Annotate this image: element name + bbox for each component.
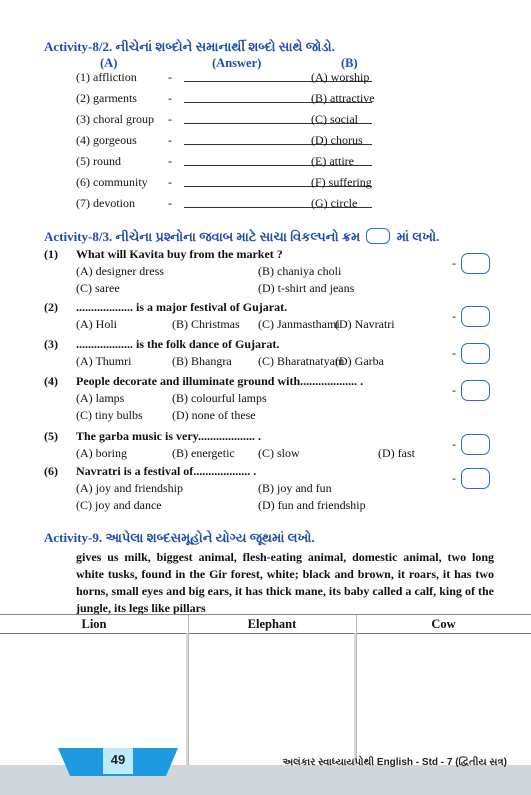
question-number: (5) bbox=[44, 429, 58, 443]
activity-8-3-title-suffix: માં લખો. bbox=[396, 229, 440, 244]
match-dash: - bbox=[168, 196, 172, 210]
activity-9-title: Activity-9. આપેલા શબ્દસમૂહોને યોગ્ય જૂથમાં લખો. bbox=[44, 530, 315, 545]
answer-option: (A) Holi bbox=[76, 317, 117, 331]
activity-8-3-title bbox=[44, 228, 439, 245]
column-b-header: (B) bbox=[341, 56, 358, 70]
match-right-item: (A) worship bbox=[311, 70, 370, 84]
match-row bbox=[76, 196, 496, 212]
lion-column-header: Lion bbox=[81, 617, 107, 631]
footer-book-title: અલંકાર સ્વાધ્યાયપોથી English - Std - 7 (દ્વિતીય સત્ર) bbox=[282, 757, 507, 768]
answer-option: (D) t-shirt and jeans bbox=[258, 281, 355, 295]
match-row bbox=[76, 175, 496, 191]
match-dash: - bbox=[168, 70, 172, 84]
question-text: Navratri is a festival of................... . bbox=[76, 464, 257, 478]
answer-box[interactable] bbox=[461, 468, 490, 489]
phrase-list: gives us milk, biggest animal, flesh-eating animal, domestic animal, two long white tusks, found in the Gir forest, white; black and brown, it roars, it has two horns, small eyes and big ears, it has thick mane, its baby called a calf, king of the jungle, its legs like pillars bbox=[76, 550, 494, 615]
answer-dash: - bbox=[452, 471, 456, 485]
activity-8-2-title: Activity-8/2. નીચેનાં શબ્દોને સમાનાર્થી શબ્દો સાથે જોડો. bbox=[44, 39, 335, 54]
question-number: (4) bbox=[44, 374, 58, 388]
match-left-item: (2) garments bbox=[76, 91, 137, 105]
match-row bbox=[76, 112, 496, 128]
answer-box-sample bbox=[366, 228, 390, 244]
answer-option: (A) Thumri bbox=[76, 354, 132, 368]
answer-option: (C) Janmasthami bbox=[258, 317, 340, 331]
match-right-item: (F) suffering bbox=[311, 175, 372, 189]
answer-option: (C) joy and dance bbox=[76, 498, 162, 512]
cow-column-header: Cow bbox=[431, 617, 456, 631]
answer-option: (D) Garba bbox=[335, 354, 384, 368]
elephant-column-header: Elephant bbox=[247, 617, 297, 631]
match-left-item: (7) devotion bbox=[76, 196, 135, 210]
answer-option: (C) saree bbox=[76, 281, 120, 295]
match-row bbox=[76, 154, 496, 170]
answer-option: (D) none of these bbox=[172, 408, 256, 422]
match-row bbox=[76, 133, 496, 149]
answer-box[interactable] bbox=[461, 253, 490, 274]
column-divider bbox=[186, 633, 188, 765]
question-number: (6) bbox=[44, 464, 58, 478]
answer-option: (A) boring bbox=[76, 446, 127, 460]
column-answer-header: (Answer) bbox=[212, 56, 262, 70]
match-right-item: (C) social bbox=[311, 112, 358, 126]
match-right-item: (E) attire bbox=[311, 154, 354, 168]
answer-dash: - bbox=[452, 383, 456, 397]
answer-box[interactable] bbox=[461, 434, 490, 455]
question-text: ................... is the folk dance of Gujarat. bbox=[76, 337, 280, 351]
answer-dash: - bbox=[452, 309, 456, 323]
question-text: What will Kavita buy from the market ? bbox=[76, 247, 283, 261]
question-text: ................... is a major festival of Gujarat. bbox=[76, 300, 288, 314]
match-left-item: (6) community bbox=[76, 175, 148, 189]
answer-option: (B) Bhangra bbox=[172, 354, 232, 368]
answer-option: (B) Christmas bbox=[172, 317, 240, 331]
question-text: People decorate and illuminate ground with................... . bbox=[76, 374, 364, 388]
match-right-item: (D) chorus bbox=[311, 133, 363, 147]
match-dash: - bbox=[168, 154, 172, 168]
match-dash: - bbox=[168, 175, 172, 189]
match-dash: - bbox=[168, 112, 172, 126]
match-right-item: (B) attractive bbox=[311, 91, 375, 105]
match-dash: - bbox=[168, 91, 172, 105]
answer-box[interactable] bbox=[461, 343, 490, 364]
question-number: (3) bbox=[44, 337, 58, 351]
answer-option: (B) chaniya choli bbox=[258, 264, 342, 278]
sorting-table bbox=[0, 614, 531, 765]
answer-option: (B) colourful lamps bbox=[172, 391, 267, 405]
match-left-item: (4) gorgeous bbox=[76, 133, 137, 147]
answer-dash: - bbox=[452, 437, 456, 451]
answer-option: (D) fun and friendship bbox=[258, 498, 366, 512]
match-row bbox=[76, 91, 496, 107]
match-left-item: (1) affliction bbox=[76, 70, 137, 84]
question-text: The garba music is very................... . bbox=[76, 429, 261, 443]
lion-column bbox=[0, 615, 189, 765]
answer-option: (C) tiny bulbs bbox=[76, 408, 143, 422]
page-number: 49 bbox=[110, 752, 126, 767]
answer-box[interactable] bbox=[461, 306, 490, 327]
answer-option: (B) joy and fun bbox=[258, 481, 332, 495]
answer-option: (D) Navratri bbox=[335, 317, 395, 331]
answer-option: (A) lamps bbox=[76, 391, 125, 405]
activity-8-3-title-text: Activity-8/3. નીચેના પ્રશ્નોના જવાબ માટે સાચા વિકલ્પનો ક્રમ bbox=[44, 229, 361, 244]
question-number: (1) bbox=[44, 247, 58, 261]
answer-dash: - bbox=[452, 346, 456, 360]
answer-option: (B) energetic bbox=[172, 446, 235, 460]
answer-option: (A) designer dress bbox=[76, 264, 164, 278]
match-right-item: (G) circle bbox=[311, 196, 358, 210]
answer-option: (A) joy and friendship bbox=[76, 481, 183, 495]
match-row bbox=[76, 70, 496, 86]
match-dash: - bbox=[168, 133, 172, 147]
match-left-item: (5) round bbox=[76, 154, 121, 168]
answer-box[interactable] bbox=[461, 380, 490, 401]
match-left-item: (3) choral group bbox=[76, 112, 154, 126]
elephant-column bbox=[188, 615, 357, 765]
answer-option: (C) Bharatnatyam bbox=[258, 354, 345, 368]
answer-dash: - bbox=[452, 256, 456, 270]
column-a-header: (A) bbox=[100, 56, 118, 70]
column-divider bbox=[354, 633, 356, 765]
cow-column bbox=[356, 615, 531, 765]
question-number: (2) bbox=[44, 300, 58, 314]
answer-option: (D) fast bbox=[378, 446, 415, 460]
answer-option: (C) slow bbox=[258, 446, 300, 460]
